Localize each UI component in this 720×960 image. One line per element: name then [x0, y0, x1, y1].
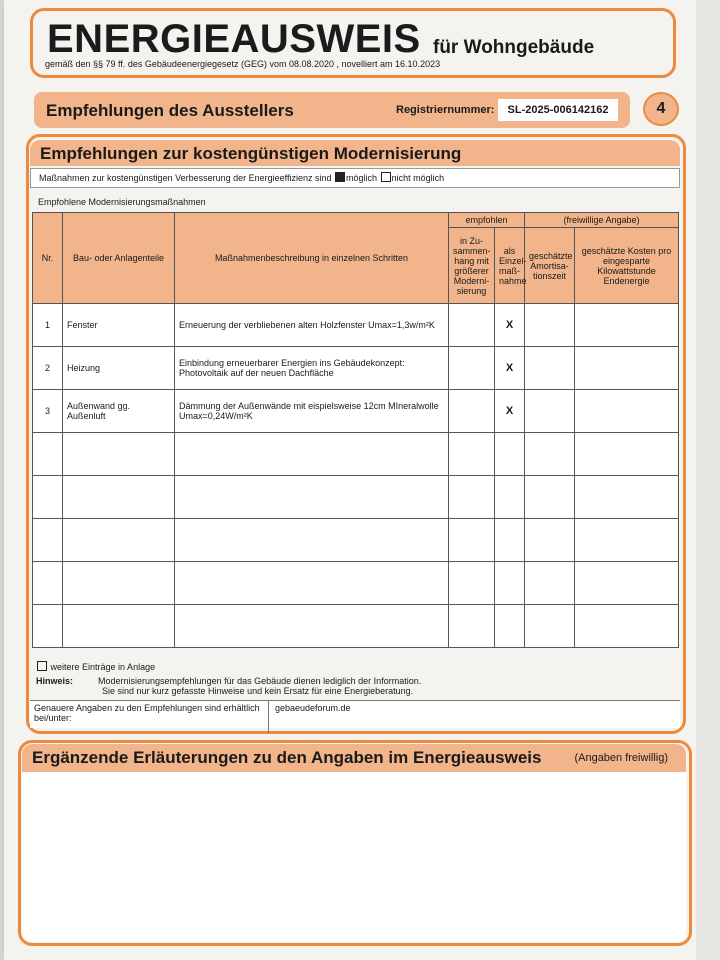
cell-component[interactable]: Fenster: [63, 304, 175, 347]
page-edge: [696, 0, 720, 960]
cell-nr[interactable]: 1: [33, 304, 63, 347]
option-possible: möglich: [346, 173, 378, 183]
header-payback: geschätzte Amortisa-tionszeit: [525, 228, 575, 304]
option-not-possible: nicht möglich: [391, 173, 445, 183]
cell-combined[interactable]: [449, 433, 495, 476]
cell-nr[interactable]: 2: [33, 347, 63, 390]
header-optional: (freiwillige Angabe): [525, 213, 679, 228]
page-number: 4: [643, 92, 679, 126]
cell-combined[interactable]: [449, 304, 495, 347]
header-single: als Einzel-maß-nahme: [495, 228, 525, 304]
cell-payback[interactable]: [525, 519, 575, 562]
cell-description[interactable]: [175, 605, 449, 648]
document-title: ENERGIEAUSWEIS: [47, 17, 421, 61]
cell-cost[interactable]: [575, 347, 679, 390]
more-entries-line: [30, 660, 680, 674]
legal-basis: gemäß den §§ 79 ff. des Gebäudeenergiegesetz (GEG) vom 08.08.2020 , novelliert am 16.10.2023: [45, 59, 441, 69]
measures-text: Maßnahmen zur kostengünstigen Verbesserung der Energieeffizienz sind: [39, 173, 332, 183]
cell-description[interactable]: Dämmung der Außenwände mit eispielsweise 12cm MIneralwolle Umax=0,24W/m²K: [175, 390, 449, 433]
table-row: [33, 433, 679, 476]
table-row: [33, 304, 679, 347]
cell-nr[interactable]: 3: [33, 390, 63, 433]
cell-single[interactable]: [495, 605, 525, 648]
cell-single[interactable]: [495, 562, 525, 605]
cell-description[interactable]: [175, 476, 449, 519]
cell-nr[interactable]: [33, 433, 63, 476]
cell-nr[interactable]: [33, 476, 63, 519]
more-info-value: gebaeudeforum.de: [268, 701, 357, 733]
registration-label: Registriernummer:: [396, 104, 495, 116]
table-header-row: [33, 213, 679, 228]
cell-cost[interactable]: [575, 390, 679, 433]
cell-component[interactable]: Heizung: [63, 347, 175, 390]
cell-payback[interactable]: [525, 347, 575, 390]
table-row: [33, 390, 679, 433]
section-label: Empfehlungen des Ausstellers: [46, 101, 294, 120]
header-combined: in Zu-sammen-hang mit größerer Moderni-sierung: [449, 228, 495, 304]
cell-payback[interactable]: [525, 390, 575, 433]
cell-payback[interactable]: [525, 476, 575, 519]
explanations-body[interactable]: [22, 772, 686, 942]
cell-component[interactable]: [63, 433, 175, 476]
cell-nr[interactable]: [33, 519, 63, 562]
cell-cost[interactable]: [575, 562, 679, 605]
cell-component[interactable]: [63, 519, 175, 562]
table-row: [33, 519, 679, 562]
cell-single[interactable]: [495, 433, 525, 476]
note-block: [30, 674, 680, 700]
header-cost: geschätzte Kosten pro eingesparte Kilowattstunde Endenergie: [575, 228, 679, 304]
checkbox-possible[interactable]: [335, 172, 345, 182]
modernisation-title: Empfehlungen zur kostengünstigen Modernisierung: [40, 144, 462, 163]
cell-single[interactable]: X: [495, 390, 525, 433]
cell-cost[interactable]: [575, 519, 679, 562]
title-box: [30, 8, 676, 78]
header-description: Maßnahmenbeschreibung in einzelnen Schritten: [175, 213, 449, 304]
cell-combined[interactable]: [449, 519, 495, 562]
cell-description[interactable]: Erneuerung der verbliebenen alten Holzfenster Umax=1,3w/m²K: [175, 304, 449, 347]
measures-line: [30, 168, 680, 188]
cell-component[interactable]: [63, 562, 175, 605]
explanations-optional: (Angaben freiwillig): [574, 752, 668, 764]
recommendations-header: [34, 92, 630, 128]
table-row: [33, 605, 679, 648]
cell-combined[interactable]: [449, 476, 495, 519]
table-row: [33, 562, 679, 605]
note-line-1: Modernisierungsempfehlungen für das Gebäude dienen lediglich der Information.: [98, 676, 422, 686]
more-info-label: Genauere Angaben zu den Empfehlungen sind erhältlich bei/unter:: [34, 703, 260, 723]
note-line-2: Sie sind nur kurz gefasste Hinweise und kein Ersatz für eine Energieberatung.: [102, 686, 414, 696]
cell-description[interactable]: [175, 433, 449, 476]
recommended-label: Empfohlene Modernisierungsmaßnahmen: [38, 197, 206, 207]
cell-cost[interactable]: [575, 304, 679, 347]
cell-combined[interactable]: [449, 390, 495, 433]
cell-cost[interactable]: [575, 605, 679, 648]
checkbox-not-possible[interactable]: [381, 172, 391, 182]
cell-payback[interactable]: [525, 605, 575, 648]
registration-number: SL-2025-006142162: [498, 99, 618, 121]
more-info-row: [30, 700, 680, 728]
header-component: Bau- oder Anlagenteile: [63, 213, 175, 304]
note-label: Hinweis:: [36, 676, 74, 686]
cell-description[interactable]: [175, 562, 449, 605]
cell-description[interactable]: Einbindung erneuerbarer Energien ins Gebäudekonzept: Photovoltaik auf der neuen Dachfläche: [175, 347, 449, 390]
modernisation-title-bar: [30, 140, 680, 166]
cell-payback[interactable]: [525, 433, 575, 476]
more-entries-label: weitere Einträge in Anlage: [50, 662, 156, 672]
cell-payback[interactable]: [525, 304, 575, 347]
checkbox-more-entries[interactable]: [37, 661, 47, 671]
cell-component[interactable]: [63, 605, 175, 648]
explanations-title-bar: [22, 744, 686, 772]
cell-component[interactable]: [63, 476, 175, 519]
cell-cost[interactable]: [575, 476, 679, 519]
cell-single[interactable]: [495, 519, 525, 562]
cell-single[interactable]: X: [495, 304, 525, 347]
cell-combined[interactable]: [449, 562, 495, 605]
explanations-title: Ergänzende Erläuterungen zu den Angaben im Energieausweis: [32, 748, 542, 767]
header-nr: Nr.: [33, 213, 63, 304]
cell-description[interactable]: [175, 519, 449, 562]
document-subtitle: für Wohngebäude: [433, 37, 595, 58]
cell-component[interactable]: Außenwand gg. Außenluft: [63, 390, 175, 433]
cell-nr[interactable]: [33, 605, 63, 648]
measures-table: [32, 212, 679, 648]
table-row: [33, 347, 679, 390]
cell-cost[interactable]: [575, 433, 679, 476]
cell-combined[interactable]: [449, 605, 495, 648]
cell-single[interactable]: [495, 476, 525, 519]
header-recommended: empfohlen: [449, 213, 525, 228]
cell-combined[interactable]: [449, 347, 495, 390]
cell-nr[interactable]: [33, 562, 63, 605]
cell-single[interactable]: X: [495, 347, 525, 390]
table-row: [33, 476, 679, 519]
cell-payback[interactable]: [525, 562, 575, 605]
